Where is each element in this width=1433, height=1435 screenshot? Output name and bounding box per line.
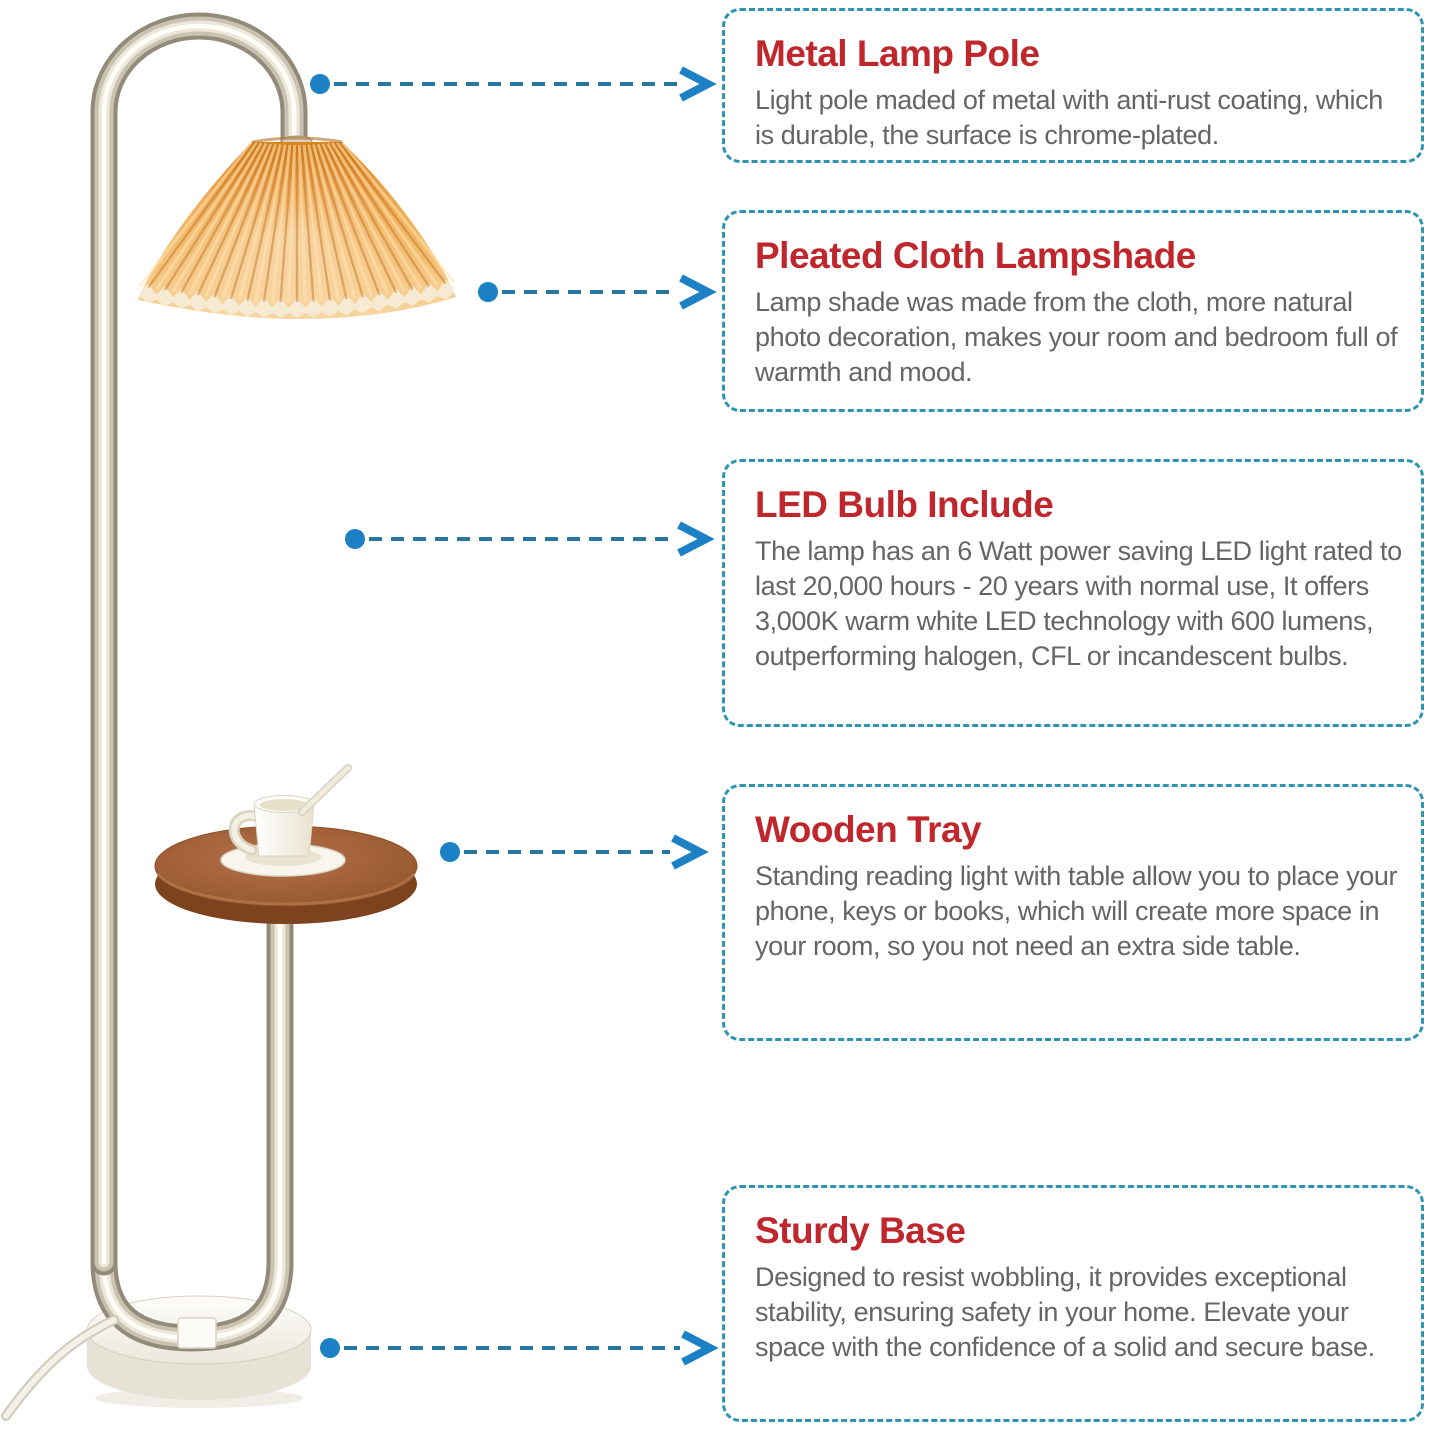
connector-arrowhead	[673, 838, 700, 866]
callout-box-metal-lamp-pole	[722, 8, 1424, 163]
callout-body: Lamp shade was made from the cloth, more natural photo decoration, makes your room and bedroom full of warmth and mood.	[755, 287, 1398, 388]
callout-box-sturdy-base	[722, 1185, 1424, 1422]
callout-title: Sturdy Base	[755, 1210, 966, 1251]
metal-lamp-pole-lower-loop	[104, 905, 280, 1338]
callout-body: Light pole maded of metal with anti-rust coating, which is durable, the surface is chrome-plated.	[755, 85, 1383, 151]
connector-dot	[440, 842, 460, 862]
callout-title: LED Bulb Include	[755, 484, 1054, 525]
connector-dot	[320, 1338, 340, 1358]
spoon	[302, 768, 348, 812]
callout-box-pleated-cloth-lampshade	[722, 210, 1424, 412]
connector-arrowhead	[679, 525, 706, 553]
connector-arrowhead	[681, 278, 708, 306]
connector-dot	[310, 74, 330, 94]
callout-body: Standing reading light with table allow you to place your phone, keys or books, which will create more space in your room, so you not need an extra side table.	[755, 861, 1398, 962]
base-bracket	[178, 1318, 216, 1348]
callout-body: Designed to resist wobbling, it provides exceptional stability, ensuring safety in your home. Elevate your space with the confidence of a solid and secure base.	[755, 1262, 1375, 1363]
connector-arrowhead	[683, 1334, 710, 1362]
callout-title: Wooden Tray	[755, 809, 982, 850]
connector-led-bulb	[345, 525, 706, 553]
callout-box-wooden-tray	[722, 784, 1424, 1041]
connector-dot	[478, 282, 498, 302]
connector-wooden-tray	[440, 838, 700, 866]
coffee-cup	[221, 768, 348, 876]
callout-title: Metal Lamp Pole	[755, 33, 1040, 74]
connector-pleated-lampshade	[478, 278, 708, 306]
connector-dot	[345, 529, 365, 549]
connector-metal-lamp-pole	[310, 70, 708, 98]
callout-box-led-bulb-include	[722, 459, 1424, 727]
connector-arrowhead	[681, 70, 708, 98]
connector-sturdy-base	[320, 1334, 710, 1362]
pleated-lampshade	[138, 136, 456, 320]
callout-body: The lamp has an 6 Watt power saving LED light rated to last 20,000 hours - 20 years with normal use, It offers 3,000K warm white LED technology with 600 lumens, outperforming halogen, CFL or incandescent bulbs.	[755, 536, 1402, 672]
callout-title: Pleated Cloth Lampshade	[755, 235, 1196, 276]
